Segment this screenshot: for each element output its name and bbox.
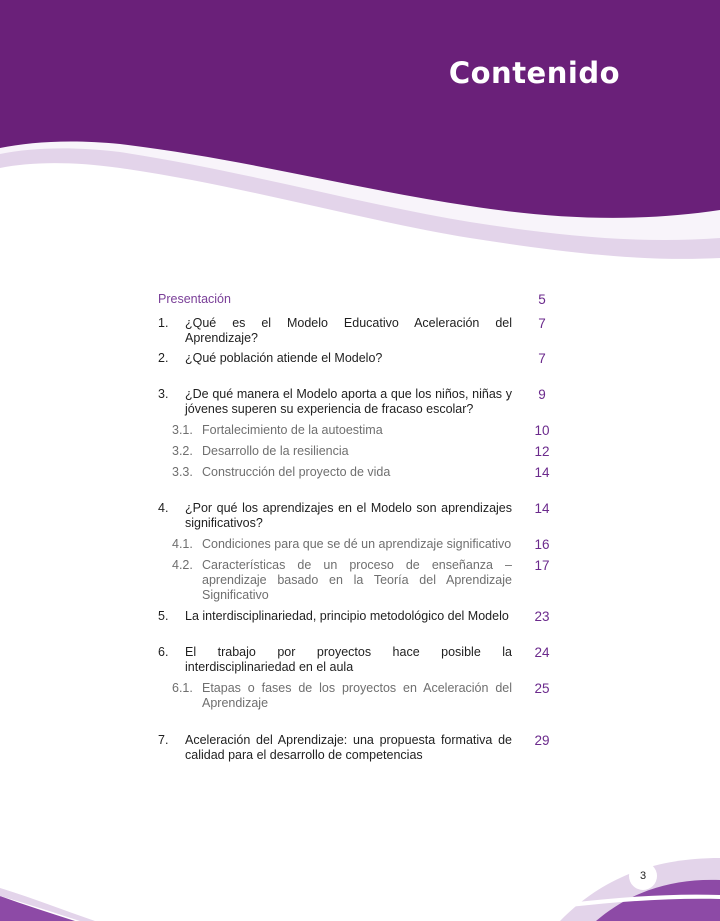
toc-entry-number: 4.2. — [172, 558, 193, 572]
toc-entry-page: 17 — [534, 558, 550, 573]
toc-entry-page: 7 — [538, 351, 546, 366]
toc-entry-label: La interdisciplinariedad, principio metodológico del Modelo — [185, 609, 509, 623]
toc-entry-number: 4.1. — [172, 537, 193, 551]
toc-entry-label: El trabajo por proyectos hace posible la interdisciplinariedad en el aula — [185, 645, 512, 674]
toc-entry-page: 29 — [534, 733, 550, 748]
toc-entry-number: 3. — [158, 387, 169, 401]
toc-entry-label: Construcción del proyecto de vida — [202, 465, 391, 479]
toc-entry-label: Aceleración del Aprendizaje: una propuesta formativa de calidad para el desarrollo de competencias — [185, 733, 512, 762]
toc-entry-number: 6.1. — [172, 681, 193, 695]
toc-entry-label: ¿Por qué los aprendizajes en el Modelo son aprendizajes significativos? — [185, 501, 512, 530]
toc-entry-page: 7 — [538, 316, 546, 331]
toc-entry-page: 9 — [538, 387, 546, 402]
toc-entry-number: 6. — [158, 645, 169, 659]
toc-entry-label: Condiciones para que se dé un aprendizaje significativo — [202, 537, 512, 551]
toc-entry-number: 7. — [158, 733, 169, 747]
toc-entry-page: 5 — [538, 292, 546, 307]
toc-entry-label: Etapas o fases de los proyectos en Aceleración del Aprendizaje — [202, 681, 512, 710]
toc-entry-page: 14 — [534, 501, 550, 516]
page-number: 3 — [639, 870, 647, 882]
toc-entry-number: 3.3. — [172, 465, 193, 479]
toc-entry-label: Fortalecimiento de la autoestima — [202, 423, 383, 437]
toc-entry-label: ¿Qué población atiende el Modelo? — [185, 351, 383, 365]
toc-entry-page: 10 — [534, 423, 550, 438]
toc-entry-number: 2. — [158, 351, 169, 365]
footer-left-wave — [0, 896, 75, 921]
toc-entry-number: 5. — [158, 609, 169, 623]
toc-entry-label: ¿De qué manera el Modelo aporta a que los niños, niñas y jóvenes superen su experiencia de fracaso escolar? — [185, 387, 512, 416]
toc-entry-number: 3.1. — [172, 423, 193, 437]
toc-entry-number: 3.2. — [172, 444, 193, 458]
toc-entry-number: 4. — [158, 501, 169, 515]
header-purple-wave — [0, 0, 720, 218]
toc-entry-page: 16 — [534, 537, 550, 552]
toc-entry-label: Presentación — [158, 292, 231, 306]
toc-entry-number: 1. — [158, 316, 169, 330]
toc-entry-label: Desarrollo de la resiliencia — [202, 444, 349, 458]
toc-entry-page: 12 — [534, 444, 550, 459]
toc-entry-page: 24 — [534, 645, 550, 660]
page-title: Contenido — [448, 56, 620, 90]
toc-entry-page: 25 — [534, 681, 550, 696]
toc-entry-label: ¿Qué es el Modelo Educativo Aceleración del Aprendizaje? — [185, 316, 512, 345]
toc-entry-page: 14 — [534, 465, 550, 480]
toc-entry-page: 23 — [534, 609, 550, 624]
toc-entry-label: Características de un proceso de enseñanza – aprendizaje basado en la Teoría del Aprendizaje Significativo — [202, 558, 512, 602]
